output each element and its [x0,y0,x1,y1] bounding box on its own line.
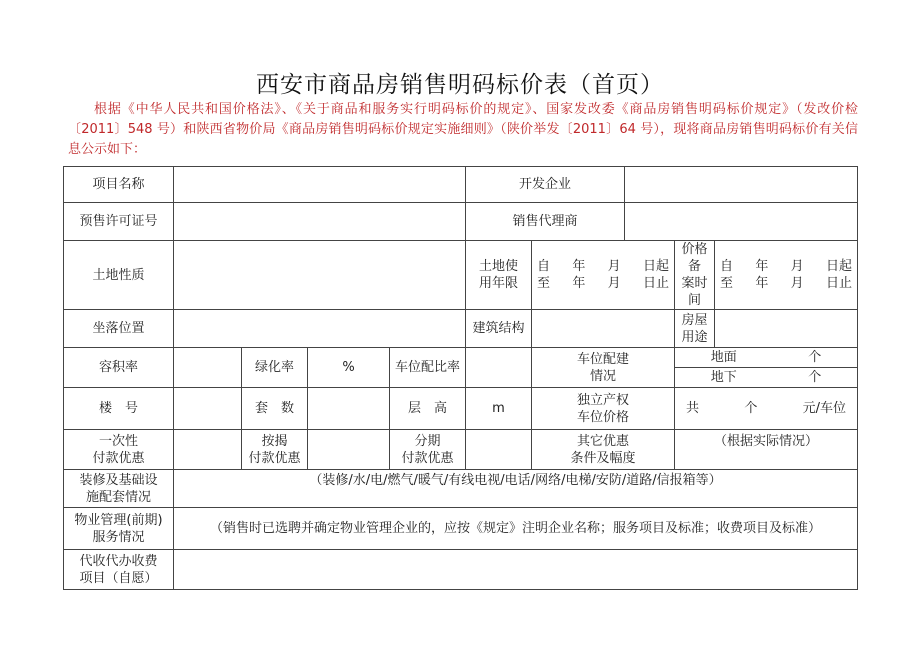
value-developer[interactable] [625,167,858,203]
label-project-name: 项目名称 [64,167,174,203]
table-row [64,388,858,430]
value-units[interactable] [308,388,390,430]
value-plot-ratio[interactable] [174,348,242,388]
value-project-name[interactable] [174,167,466,203]
label-building-no: 楼 号 [64,388,174,430]
value-sales-agent[interactable] [625,203,858,241]
date-from: 自 年 月 日起 [537,259,669,274]
value-parking-build[interactable]: 地面 个 地下 个 [675,348,858,388]
value-house-use[interactable] [715,310,858,348]
intro-paragraph: 根据《中华人民共和国价格法》、《关于商品和服务实行明码标价的规定》、国家发改委《商品房销售明码标价规定》（发改价检〔2011〕548 号）和陕西省物价局《商品房销售明码标价规定实施细则》（陕价举发〔2011〕64 号），现将商品房销售明码标价有关信息公示如下： [68,102,858,157]
label-indep-parking: 独立产权 车位价格 [532,388,675,430]
value-building-no[interactable] [174,388,242,430]
label-units: 套 数 [242,388,308,430]
page-title: 西安市商品房销售明码标价表（首页） [256,72,664,98]
value-indep-parking[interactable]: 共 个 元/车位 [675,388,858,430]
value-structure[interactable] [532,310,675,348]
value-mortgage[interactable] [308,430,390,470]
value-presale-permit[interactable] [174,203,466,241]
table-row [64,430,858,470]
table-row [64,470,858,508]
label-decoration: 装修及基础设 施配套情况 [64,470,174,508]
value-agency-fees[interactable] [174,550,858,590]
label-lump-sum: 一次性 付款优惠 [64,430,174,470]
value-property-management[interactable]: （销售时已选聘并确定物业管理企业的，应按《规定》注明企业名称；服务项目及标准；收费项目及标准） [174,508,858,550]
value-land-nature[interactable] [174,241,466,310]
underground-label: 地下 [710,370,737,385]
label-presale-permit: 预售许可证号 [64,203,174,241]
table-row [64,508,858,550]
table-row [64,241,858,310]
value-location[interactable] [174,310,466,348]
label-other-discount: 其它优惠 条件及幅度 [532,430,675,470]
price-disclosure-form [63,166,858,590]
label-land-nature: 土地性质 [64,241,174,310]
label-mortgage: 按揭 付款优惠 [242,430,308,470]
label-price-filing: 价格备 案时间 [675,241,715,310]
value-other-discount[interactable]: （根据实际情况） [675,430,858,470]
label-agency-fees: 代收代办收费 项目（自愿） [64,550,174,590]
label-house-use: 房屋用途 [675,310,715,348]
value-land-term[interactable] [532,241,675,310]
date-to: 至 年 月 日止 [537,276,669,291]
value-green-ratio[interactable]: % [308,348,390,388]
table-row [64,310,858,348]
table-row [64,550,858,590]
value-decoration[interactable]: （装修/水/电/燃气/暖气/有线电视/电话/网络/电梯/安防/道路/信报箱等） [174,470,858,508]
label-green-ratio: 绿化率 [242,348,308,388]
label-parking-ratio: 车位配比率 [390,348,466,388]
label-property-management: 物业管理(前期) 服务情况 [64,508,174,550]
label-parking-build: 车位配建 情况 [532,348,675,388]
value-installment[interactable] [466,430,532,470]
value-floor-height[interactable]: m [466,388,532,430]
value-price-filing[interactable]: 自 年 月 日起 至 年 月 日止 [715,241,858,310]
label-land-term: 土地使 用年限 [466,241,532,310]
table-row [64,348,858,388]
label-plot-ratio: 容积率 [64,348,174,388]
ground-label: 地面 [710,350,737,365]
table-row [64,167,858,203]
label-structure: 建筑结构 [466,310,532,348]
label-installment: 分期 付款优惠 [390,430,466,470]
value-parking-ratio[interactable] [466,348,532,388]
label-floor-height: 层 高 [390,388,466,430]
value-lump-sum[interactable] [174,430,242,470]
label-developer: 开发企业 [466,167,625,203]
label-location: 坐落位置 [64,310,174,348]
table-row [64,203,858,241]
label-sales-agent: 销售代理商 [466,203,625,241]
